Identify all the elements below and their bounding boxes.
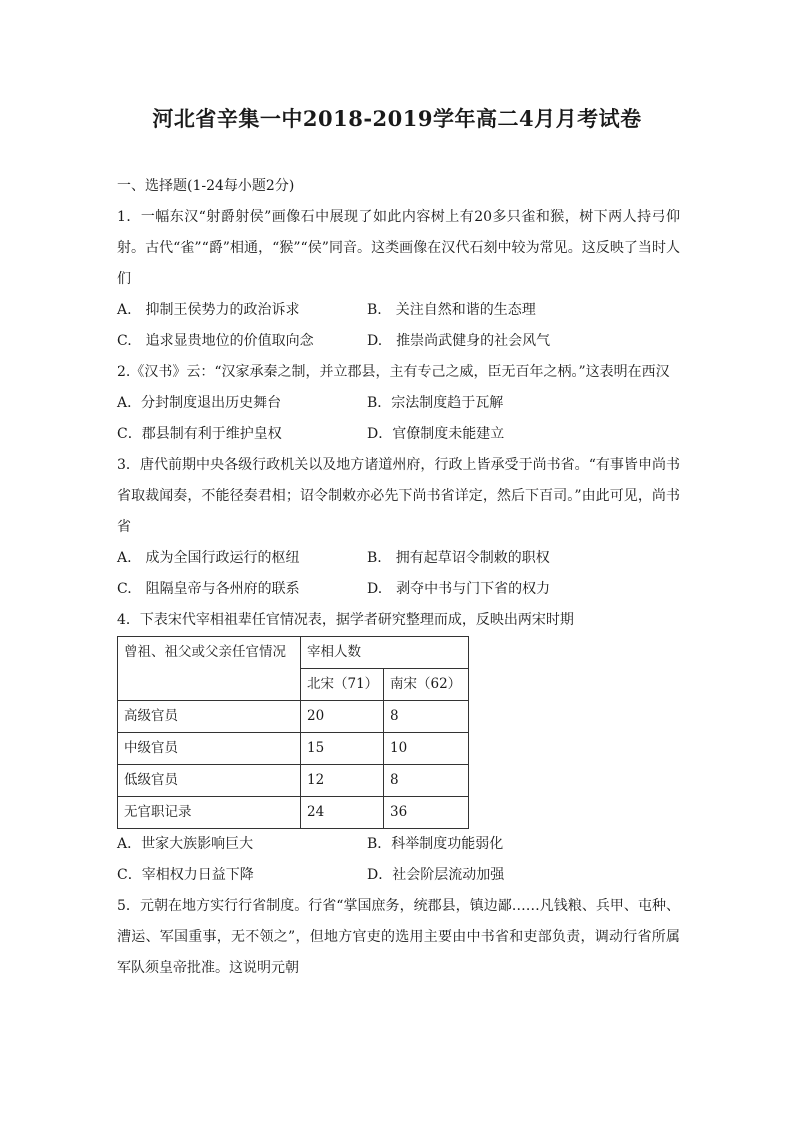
table-header-north-song: 北宋（71） — [301, 669, 384, 701]
exam-title: 河北省辛集一中2018-2019学年高二4月月考试卷 — [152, 106, 642, 131]
question-2-stem: 2.《汉书》云：“汉家承秦之制，并立郡县，主有专己之威，臣无百年之柄。”这表明在西汉 — [117, 364, 670, 380]
table-header-count: 宰相人数 — [301, 637, 469, 669]
table-cell: 12 — [301, 765, 384, 797]
table-cell: 低级官员 — [118, 765, 301, 797]
question-3-option-c: C. 阻隔皇帝与各州府的联系 — [117, 581, 300, 597]
question-4-option-d: D．社会阶层流动加强 — [367, 867, 505, 883]
table-header-row — [118, 637, 469, 669]
question-2-option-a: A．分封制度退出历史舞台 — [117, 395, 282, 411]
chancellor-ancestry-table — [117, 636, 469, 829]
table-header-ancestry: 曾祖、祖父或父亲任官情况 — [118, 637, 301, 701]
table-row — [118, 765, 469, 797]
question-1-option-d: D. 推崇尚武健身的社会风气 — [367, 333, 551, 349]
table-cell: 高级官员 — [118, 701, 301, 733]
question-3-option-a: A. 成为全国行政运行的枢纽 — [117, 550, 300, 566]
table-cell: 20 — [301, 701, 384, 733]
question-3-option-d: D. 剥夺中书与门下省的权力 — [367, 581, 551, 597]
table-row — [118, 797, 469, 829]
question-4-option-a: A．世家大族影响巨大 — [117, 836, 254, 852]
question-2-options-row-2 — [117, 419, 680, 450]
section-heading: 一、选择题(1-24每小题2分) — [117, 178, 295, 194]
table-header-south-song: 南宋（62） — [384, 669, 469, 701]
question-1-options-row-1 — [117, 295, 680, 326]
question-2-option-b: B．宗法制度趋于瓦解 — [367, 395, 504, 411]
question-3-option-b: B. 拥有起草诏令制敕的职权 — [367, 550, 550, 566]
question-3-options-row-2 — [117, 574, 680, 605]
question-1-option-a: A. 抑制王侯势力的政治诉求 — [117, 302, 300, 318]
question-2-options-row-1 — [117, 388, 680, 419]
table-cell: 10 — [384, 733, 469, 765]
table-cell: 36 — [384, 797, 469, 829]
table-cell: 中级官员 — [118, 733, 301, 765]
question-3-options-row-1 — [117, 543, 680, 574]
question-4-option-b: B．科举制度功能弱化 — [367, 836, 504, 852]
question-4-options-row-1 — [117, 829, 680, 860]
table-cell: 8 — [384, 765, 469, 797]
question-2-option-d: D．官僚制度未能建立 — [367, 426, 505, 442]
question-2-option-c: C．郡县制有利于维护皇权 — [117, 426, 282, 442]
question-3-stem: 3．唐代前期中央各级行政机关以及地方诸道州府，行政上皆承受于尚书省。“有事皆申尚书省取裁闻奏，不能径奏君相；诏令制敕亦必先下尚书省详定，然后下百司。”由此可见，尚书省 — [117, 457, 680, 535]
question-4-options-row-2 — [117, 860, 680, 891]
table-cell: 无官职记录 — [118, 797, 301, 829]
question-5-stem: 5．元朝在地方实行行省制度。行省“掌国庶务，统郡县，镇边鄙……凡钱粮、兵甲、屯种、漕运、军国重事，无不领之”，但地方官吏的选用主要由中书省和吏部负责，调动行省所属军队须皇帝批准。这说明元朝 — [117, 898, 680, 976]
exam-content — [117, 171, 680, 984]
table-row — [118, 733, 469, 765]
question-1-options-row-2 — [117, 326, 680, 357]
question-1-option-b: B. 关注自然和谐的生态理 — [367, 302, 536, 318]
table-cell: 8 — [384, 701, 469, 733]
question-1-option-c: C. 追求显贵地位的价值取向念 — [117, 333, 314, 349]
table-cell: 24 — [301, 797, 384, 829]
table-row — [118, 701, 469, 733]
question-1-stem: 1．一幅东汉“射爵射侯”画像石中展现了如此内容树上有20多只雀和猴，树下两人持弓仰射。古代“雀”“爵”相通，“猴”“侯”同音。这类画像在汉代石刻中较为常见。这反映了当时人们 — [117, 209, 680, 287]
question-4-option-c: C．宰相权力日益下降 — [117, 867, 254, 883]
question-4-stem: 4．下表宋代宰相祖辈任官情况表，据学者研究整理而成，反映出两宋时期 — [117, 612, 574, 628]
table-cell: 15 — [301, 733, 384, 765]
